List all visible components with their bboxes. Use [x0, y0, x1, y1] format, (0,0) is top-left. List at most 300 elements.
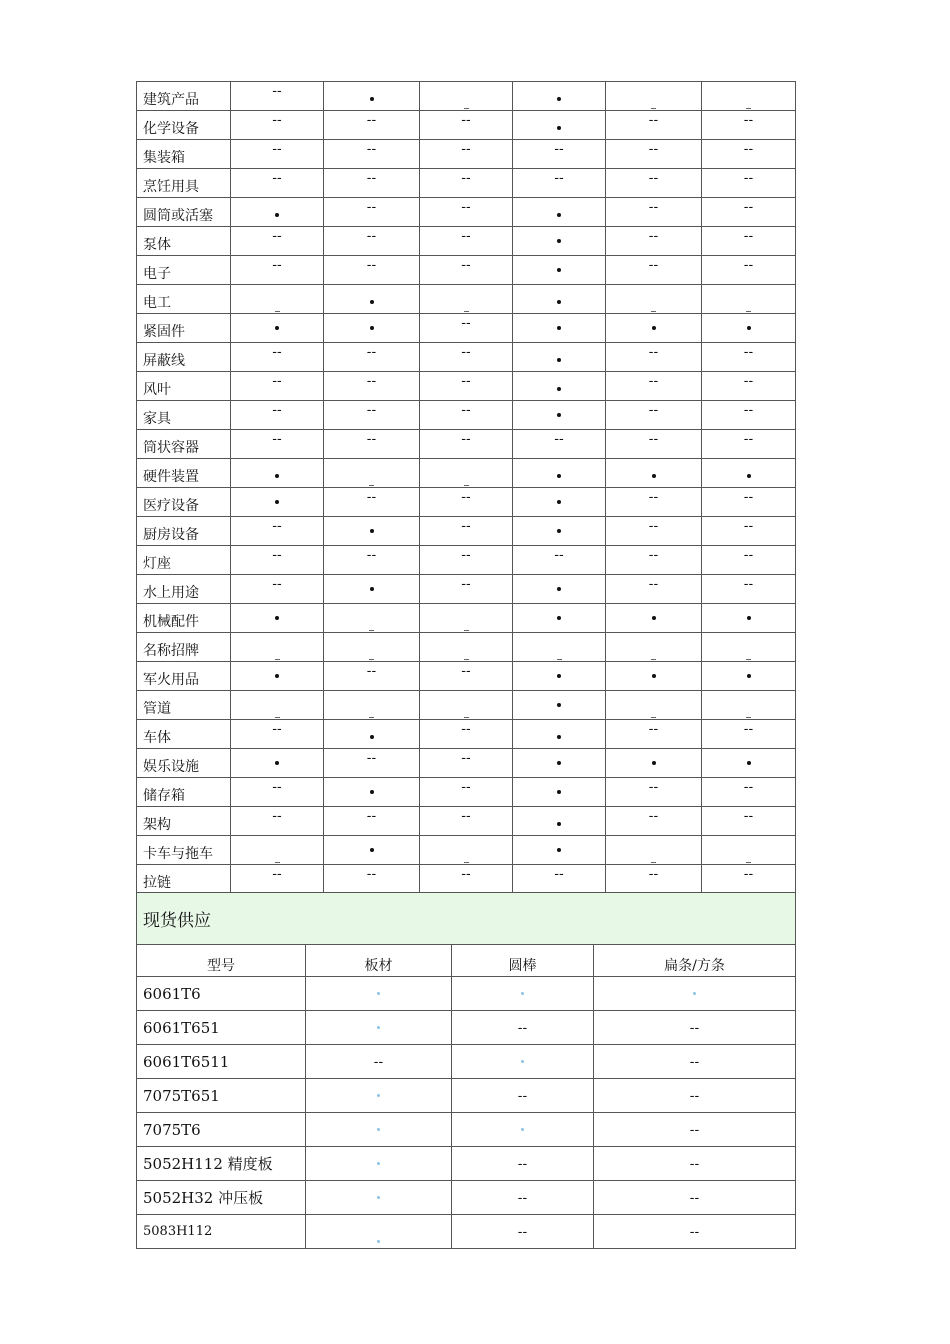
usage-mark-cell — [513, 836, 606, 865]
dash-mark: -- — [517, 1156, 528, 1172]
usage-mark-cell — [420, 836, 513, 865]
usage-mark-cell — [420, 575, 513, 604]
usage-row — [137, 343, 796, 372]
bullet-icon — [370, 326, 374, 330]
usage-name: 医疗设备 — [137, 488, 231, 517]
dash-mark: -- — [272, 548, 282, 563]
usage-mark-cell — [702, 575, 796, 604]
usage-row — [137, 836, 796, 865]
bullet-icon — [557, 790, 561, 794]
usage-mark-cell — [324, 546, 420, 575]
usage-row — [137, 662, 796, 691]
dash-mark: -- — [272, 345, 282, 360]
dash-mark: -- — [648, 142, 659, 157]
dash-mark: -- — [648, 519, 659, 534]
short-dash-mark — [651, 108, 656, 109]
dash-mark: -- — [648, 229, 659, 244]
usage-row — [137, 604, 796, 633]
usage-mark-cell — [420, 546, 513, 575]
usage-mark-cell — [606, 575, 702, 604]
usage-mark-cell — [231, 633, 324, 662]
usage-name: 拉链 — [137, 865, 231, 894]
dash-mark: -- — [648, 171, 659, 186]
stock-value-cell — [452, 1079, 594, 1113]
usage-mark-cell — [324, 749, 420, 778]
stock-model: 5083H112 — [137, 1215, 306, 1249]
usage-mark-cell — [606, 546, 702, 575]
usage-row — [137, 372, 796, 401]
stock-value-cell — [452, 977, 594, 1011]
bullet-icon — [652, 761, 656, 765]
usage-mark-cell — [231, 575, 324, 604]
usage-row — [137, 111, 796, 140]
header-model: 型号 — [137, 945, 306, 977]
usage-mark-cell — [231, 169, 324, 198]
availability-dot-icon — [377, 992, 380, 995]
short-dash-mark — [369, 659, 374, 660]
usage-mark-cell — [231, 720, 324, 749]
usage-mark-cell — [513, 691, 606, 720]
dash-mark: -- — [366, 664, 377, 679]
stock-value-cell — [306, 1113, 452, 1147]
usage-mark-cell — [324, 227, 420, 256]
stock-table-body — [137, 977, 796, 1249]
stock-value-cell — [594, 1181, 796, 1215]
bullet-icon — [747, 474, 751, 478]
dash-mark: -- — [461, 432, 471, 447]
availability-dot-icon — [521, 1128, 524, 1131]
usage-mark-cell — [231, 430, 324, 459]
dash-mark: -- — [648, 548, 659, 563]
usage-mark-cell — [606, 633, 702, 662]
dash-mark: -- — [689, 1122, 700, 1138]
short-dash-mark — [746, 717, 751, 718]
dash-mark: -- — [366, 142, 377, 157]
bullet-icon — [557, 761, 561, 765]
stock-value-cell — [594, 1147, 796, 1181]
usage-row — [137, 82, 796, 111]
usage-name: 电子 — [137, 256, 231, 285]
dash-mark: -- — [461, 751, 471, 766]
dash-mark: -- — [648, 345, 659, 360]
usage-mark-cell — [231, 865, 324, 894]
usage-mark-cell — [420, 517, 513, 546]
usage-mark-cell — [606, 314, 702, 343]
dash-mark: -- — [272, 722, 282, 737]
usage-mark-cell — [702, 111, 796, 140]
usage-mark-cell — [231, 749, 324, 778]
usage-row — [137, 691, 796, 720]
usage-mark-cell — [702, 865, 796, 894]
stock-value-cell — [452, 1147, 594, 1181]
usage-mark-cell — [702, 778, 796, 807]
usage-mark-cell — [420, 140, 513, 169]
stock-value-cell — [594, 1045, 796, 1079]
usage-mark-cell — [420, 198, 513, 227]
usage-name: 名称招牌 — [137, 633, 231, 662]
dash-mark: -- — [689, 1020, 700, 1036]
bullet-icon — [652, 674, 656, 678]
short-dash-mark — [369, 485, 374, 486]
usage-mark-cell — [513, 488, 606, 517]
dash-mark: -- — [743, 519, 754, 534]
usage-mark-cell — [702, 169, 796, 198]
short-dash-mark — [746, 659, 751, 660]
dash-mark: -- — [743, 432, 754, 447]
usage-mark-cell — [324, 314, 420, 343]
usage-mark-cell — [606, 720, 702, 749]
dash-mark: -- — [648, 258, 659, 273]
usage-mark-cell — [420, 865, 513, 894]
dash-mark: -- — [648, 432, 659, 447]
usage-mark-cell — [606, 488, 702, 517]
usage-mark-cell — [231, 198, 324, 227]
usage-mark-cell — [231, 836, 324, 865]
usage-mark-cell — [324, 575, 420, 604]
usage-mark-cell — [231, 488, 324, 517]
usage-mark-cell — [231, 517, 324, 546]
usage-mark-cell — [231, 343, 324, 372]
usage-row — [137, 169, 796, 198]
usage-mark-cell — [606, 778, 702, 807]
dash-mark: -- — [554, 142, 564, 157]
usage-mark-cell — [702, 662, 796, 691]
bullet-icon — [275, 761, 279, 765]
usage-mark-cell — [702, 256, 796, 285]
dash-mark: -- — [461, 142, 471, 157]
usage-mark-cell — [606, 749, 702, 778]
usage-row — [137, 285, 796, 314]
dash-mark: -- — [743, 490, 754, 505]
dash-mark: -- — [366, 751, 377, 766]
usage-mark-cell — [420, 82, 513, 111]
dash-mark: -- — [461, 258, 471, 273]
dash-mark: -- — [743, 577, 754, 592]
usage-mark-cell — [513, 111, 606, 140]
usage-mark-cell — [606, 169, 702, 198]
bullet-icon — [557, 126, 561, 130]
dash-mark: -- — [554, 171, 564, 186]
usage-mark-cell — [324, 662, 420, 691]
bullet-icon — [557, 387, 561, 391]
availability-dot-icon — [377, 1026, 380, 1029]
usage-mark-cell — [702, 401, 796, 430]
bullet-icon — [370, 735, 374, 739]
dash-mark: -- — [689, 1088, 700, 1104]
usage-mark-cell — [606, 401, 702, 430]
usage-mark-cell — [702, 749, 796, 778]
dash-mark: -- — [743, 867, 754, 882]
usage-mark-cell — [513, 169, 606, 198]
dash-mark: -- — [743, 258, 754, 273]
dash-mark: -- — [461, 345, 471, 360]
usage-name: 储存箱 — [137, 778, 231, 807]
usage-mark-cell — [420, 633, 513, 662]
usage-mark-cell — [702, 82, 796, 111]
bullet-icon — [557, 500, 561, 504]
dash-mark: -- — [648, 722, 659, 737]
stock-model: 5052H112 精度板 — [137, 1147, 306, 1181]
usage-name: 屏蔽线 — [137, 343, 231, 372]
dash-mark: -- — [461, 577, 471, 592]
short-dash-mark — [651, 311, 656, 312]
usage-name: 娱乐设施 — [137, 749, 231, 778]
bullet-icon — [557, 358, 561, 362]
dash-mark: -- — [366, 490, 377, 505]
usage-mark-cell — [513, 546, 606, 575]
dash-mark: -- — [648, 809, 659, 824]
dash-mark: -- — [743, 142, 754, 157]
usage-name: 建筑产品 — [137, 82, 231, 111]
usage-name: 化学设备 — [137, 111, 231, 140]
usage-mark-cell — [606, 459, 702, 488]
usage-mark-cell — [231, 778, 324, 807]
bullet-icon — [275, 474, 279, 478]
short-dash-mark — [557, 659, 562, 660]
short-dash-mark — [369, 630, 374, 631]
usage-mark-cell — [324, 691, 420, 720]
bullet-icon — [557, 300, 561, 304]
availability-dot-icon — [377, 1162, 380, 1165]
dash-mark: -- — [461, 519, 471, 534]
stock-model: 5052H32 冲压板 — [137, 1181, 306, 1215]
dash-mark: -- — [366, 403, 377, 418]
usage-mark-cell — [606, 865, 702, 894]
short-dash-mark — [275, 311, 280, 312]
usage-mark-cell — [513, 604, 606, 633]
usage-name: 车体 — [137, 720, 231, 749]
bullet-icon — [557, 674, 561, 678]
usage-mark-cell — [513, 430, 606, 459]
dash-mark: -- — [461, 403, 471, 418]
usage-mark-cell — [231, 314, 324, 343]
usage-mark-cell — [420, 314, 513, 343]
usage-mark-cell — [702, 198, 796, 227]
dash-mark: -- — [689, 1054, 700, 1070]
dash-mark: -- — [517, 1224, 528, 1240]
dash-mark: -- — [366, 229, 377, 244]
usage-mark-cell — [702, 720, 796, 749]
dash-mark: -- — [648, 490, 659, 505]
usage-mark-cell — [702, 836, 796, 865]
stock-value-cell — [306, 1181, 452, 1215]
short-dash-mark — [464, 659, 469, 660]
usage-row — [137, 778, 796, 807]
stock-model: 6061T6 — [137, 977, 306, 1011]
usage-mark-cell — [513, 314, 606, 343]
short-dash-mark — [275, 659, 280, 660]
usage-mark-cell — [231, 401, 324, 430]
usage-mark-cell — [606, 256, 702, 285]
dash-mark: -- — [743, 374, 754, 389]
usage-mark-cell — [513, 865, 606, 894]
dash-mark: -- — [461, 809, 471, 824]
dash-mark: -- — [461, 490, 471, 505]
usage-mark-cell — [606, 111, 702, 140]
usage-mark-cell — [702, 488, 796, 517]
usage-name: 家具 — [137, 401, 231, 430]
stock-value-cell — [452, 1181, 594, 1215]
short-dash-mark — [369, 717, 374, 718]
dash-mark: -- — [743, 345, 754, 360]
dash-mark: -- — [272, 519, 282, 534]
usage-name: 烹饪用具 — [137, 169, 231, 198]
usage-mark-cell — [702, 459, 796, 488]
usage-mark-cell — [231, 111, 324, 140]
availability-dot-icon — [521, 1060, 524, 1063]
dash-mark: -- — [648, 867, 659, 882]
usage-mark-cell — [324, 633, 420, 662]
usage-mark-cell — [324, 256, 420, 285]
usage-mark-cell — [324, 459, 420, 488]
dash-mark: -- — [648, 113, 659, 128]
usage-name: 风叶 — [137, 372, 231, 401]
usage-mark-cell — [513, 401, 606, 430]
usage-mark-cell — [606, 836, 702, 865]
short-dash-mark — [746, 108, 751, 109]
usage-name: 圆筒或活塞 — [137, 198, 231, 227]
dash-mark: -- — [272, 229, 282, 244]
stock-value-cell — [452, 1215, 594, 1249]
short-dash-mark — [746, 862, 751, 863]
usage-mark-cell — [606, 517, 702, 546]
usage-mark-cell — [324, 604, 420, 633]
usage-mark-cell — [513, 662, 606, 691]
dash-mark: -- — [461, 113, 471, 128]
availability-dot-icon — [377, 1094, 380, 1097]
dash-mark: -- — [366, 113, 377, 128]
usage-row — [137, 575, 796, 604]
stock-value-cell — [594, 977, 796, 1011]
usage-mark-cell — [231, 604, 324, 633]
dash-mark: -- — [366, 432, 377, 447]
usage-mark-cell — [231, 372, 324, 401]
stock-row — [137, 1011, 796, 1045]
dash-mark: -- — [743, 229, 754, 244]
usage-mark-cell — [513, 720, 606, 749]
short-dash-mark — [464, 630, 469, 631]
usage-mark-cell — [231, 546, 324, 575]
dash-mark: -- — [517, 1088, 528, 1104]
dash-mark: -- — [554, 548, 564, 563]
usage-mark-cell — [606, 140, 702, 169]
dash-mark: -- — [461, 171, 471, 186]
bullet-icon — [557, 239, 561, 243]
usage-mark-cell — [231, 227, 324, 256]
stock-value-cell — [594, 1011, 796, 1045]
dash-mark: -- — [272, 432, 282, 447]
usage-mark-cell — [324, 140, 420, 169]
usage-row — [137, 227, 796, 256]
dash-mark: -- — [461, 374, 471, 389]
usage-name: 集装箱 — [137, 140, 231, 169]
bullet-icon — [557, 529, 561, 533]
usage-mark-cell — [324, 778, 420, 807]
stock-title: 现货供应 — [137, 893, 796, 945]
usage-mark-cell — [324, 111, 420, 140]
usage-mark-cell — [420, 459, 513, 488]
bullet-icon — [557, 326, 561, 330]
usage-name: 电工 — [137, 285, 231, 314]
stock-row — [137, 1181, 796, 1215]
dash-mark: -- — [743, 722, 754, 737]
stock-banner-row — [137, 893, 796, 945]
usage-mark-cell — [606, 227, 702, 256]
bullet-icon — [557, 822, 561, 826]
usage-mark-cell — [420, 256, 513, 285]
usage-mark-cell — [231, 807, 324, 836]
usage-mark-cell — [420, 285, 513, 314]
dash-mark: -- — [517, 1190, 528, 1206]
dash-mark: -- — [461, 200, 471, 215]
stock-value-cell — [306, 1215, 452, 1249]
bullet-icon — [747, 761, 751, 765]
usage-mark-cell — [324, 836, 420, 865]
bullet-icon — [557, 474, 561, 478]
dash-mark: -- — [366, 171, 377, 186]
stock-value-cell — [306, 1045, 452, 1079]
usage-mark-cell — [324, 807, 420, 836]
dash-mark: -- — [554, 867, 564, 882]
stock-value-cell — [452, 1011, 594, 1045]
usage-name: 泵体 — [137, 227, 231, 256]
bullet-icon — [557, 97, 561, 101]
bullet-icon — [275, 674, 279, 678]
usage-mark-cell — [513, 575, 606, 604]
short-dash-mark — [464, 108, 469, 109]
dash-mark: -- — [743, 809, 754, 824]
usage-mark-cell — [513, 459, 606, 488]
usage-mark-cell — [606, 198, 702, 227]
stock-value-cell — [452, 1045, 594, 1079]
header-plate: 板材 — [306, 945, 452, 977]
bullet-icon — [370, 300, 374, 304]
usage-row — [137, 807, 796, 836]
usage-mark-cell — [231, 459, 324, 488]
usage-mark-cell — [702, 517, 796, 546]
usage-mark-cell — [420, 401, 513, 430]
usage-mark-cell — [606, 662, 702, 691]
usage-mark-cell — [324, 430, 420, 459]
dash-mark: -- — [366, 200, 377, 215]
usage-name: 军火用品 — [137, 662, 231, 691]
short-dash-mark — [464, 485, 469, 486]
dash-mark: -- — [366, 867, 377, 882]
stock-row — [137, 977, 796, 1011]
bullet-icon — [652, 474, 656, 478]
dash-mark: -- — [373, 1054, 384, 1070]
usage-mark-cell — [513, 517, 606, 546]
bullet-icon — [747, 326, 751, 330]
dash-mark: -- — [743, 780, 754, 795]
stock-table — [136, 892, 796, 1249]
usage-mark-cell — [231, 82, 324, 111]
stock-row — [137, 1215, 796, 1249]
usage-name: 水上用途 — [137, 575, 231, 604]
usage-mark-cell — [231, 256, 324, 285]
usage-mark-cell — [513, 82, 606, 111]
usage-row — [137, 517, 796, 546]
dash-mark: -- — [743, 113, 754, 128]
stock-value-cell — [594, 1215, 796, 1249]
usage-mark-cell — [324, 343, 420, 372]
dash-mark: -- — [461, 722, 471, 737]
stock-value-cell — [594, 1113, 796, 1147]
dash-mark: -- — [272, 374, 282, 389]
dash-mark: -- — [366, 548, 377, 563]
usage-mark-cell — [702, 430, 796, 459]
usage-mark-cell — [420, 372, 513, 401]
